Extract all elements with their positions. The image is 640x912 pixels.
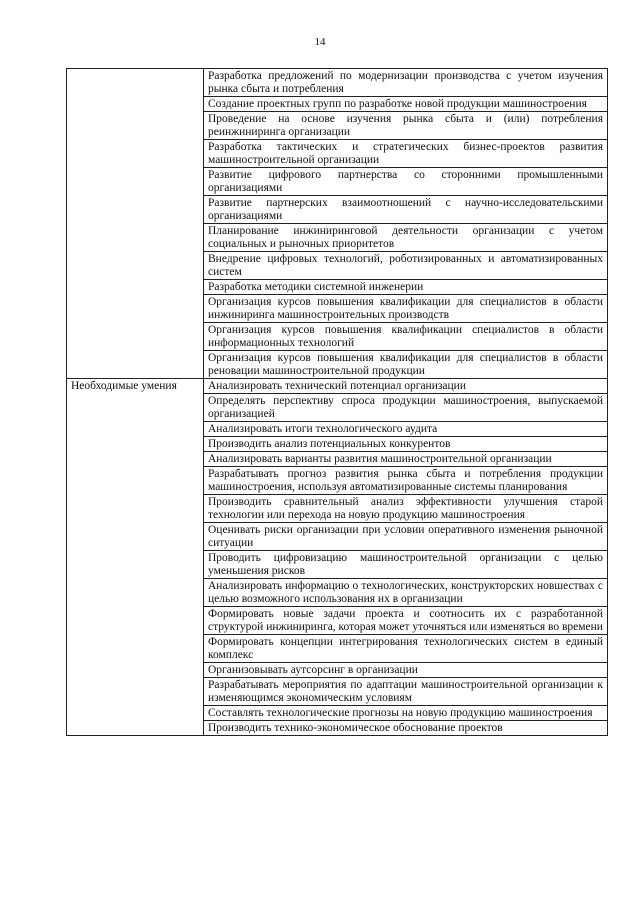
page-number: 14 xyxy=(314,36,326,48)
item-cell: Производить анализ потенциальных конкурентов xyxy=(204,437,608,452)
section-label-cell xyxy=(67,69,204,379)
item-cell: Разработка предложений по модернизации производства с учетом изучения рынка сбыта и потребления xyxy=(204,69,608,97)
item-cell: Планирование инжиниринговой деятельности организации с учетом социальных и рыночных приоритетов xyxy=(204,224,608,252)
item-cell: Анализировать технический потенциал организации xyxy=(204,379,608,394)
item-cell: Развитие партнерских взаимоотношений с научно-исследовательскими организациями xyxy=(204,196,608,224)
item-cell: Внедрение цифровых технологий, роботизированных и автоматизированных систем xyxy=(204,252,608,280)
item-cell: Производить технико-экономическое обоснование проектов xyxy=(204,721,608,736)
competency-table xyxy=(66,68,608,736)
item-cell: Анализировать информацию о технологических, конструкторских новшествах с целью возможного использования их в организации xyxy=(204,579,608,607)
section-label-cell: Необходимые умения xyxy=(67,379,204,736)
item-cell: Проводить цифровизацию машиностроительной организации с целью уменьшения рисков xyxy=(204,551,608,579)
item-cell: Определять перспективу спроса продукции машиностроения, выпускаемой организацией xyxy=(204,394,608,422)
table-body xyxy=(67,69,608,736)
item-cell: Организовывать аутсорсинг в организации xyxy=(204,663,608,678)
table-row xyxy=(67,69,608,97)
item-cell: Производить сравнительный анализ эффективности улучшения старой технологии или перехода на новую продукцию машиностроения xyxy=(204,495,608,523)
table-row xyxy=(67,379,608,394)
item-cell: Разрабатывать прогноз развития рынка сбыта и потребления продукции машиностроения, используя автоматизированные системы планирования xyxy=(204,467,608,495)
item-cell: Разработка тактических и стратегических бизнес-проектов развития машиностроительной организации xyxy=(204,140,608,168)
item-cell: Разработка методики системной инженерии xyxy=(204,280,608,295)
item-cell: Развитие цифрового партнерства со сторонними промышленными организациями xyxy=(204,168,608,196)
item-cell: Анализировать итоги технологического аудита xyxy=(204,422,608,437)
item-cell: Формировать концепции интегрирования технологических систем в единый комплекс xyxy=(204,635,608,663)
item-cell: Создание проектных групп по разработке новой продукции машиностроения xyxy=(204,97,608,112)
item-cell: Организация курсов повышения квалификации специалистов в области информационных технологий xyxy=(204,323,608,351)
item-cell: Оценивать риски организации при условии оперативного изменения рыночной ситуации xyxy=(204,523,608,551)
item-cell: Анализировать варианты развития машиностроительной организации xyxy=(204,452,608,467)
item-cell: Составлять технологические прогнозы на новую продукцию машиностроения xyxy=(204,706,608,721)
item-cell: Организация курсов повышения квалификации для специалистов в области реновации машиностроительной продукции xyxy=(204,351,608,379)
item-cell: Формировать новые задачи проекта и соотносить их с разработанной структурой инжиниринга, которая может уточняться или изменяться во времени xyxy=(204,607,608,635)
item-cell: Организация курсов повышения квалификации для специалистов в области инжиниринга машиностроительных производств xyxy=(204,295,608,323)
item-cell: Разрабатывать мероприятия по адаптации машиностроительной организации к изменяющимся экономическим условиям xyxy=(204,678,608,706)
item-cell: Проведение на основе изучения рынка сбыта и (или) потребления реинжиниринга организации xyxy=(204,112,608,140)
